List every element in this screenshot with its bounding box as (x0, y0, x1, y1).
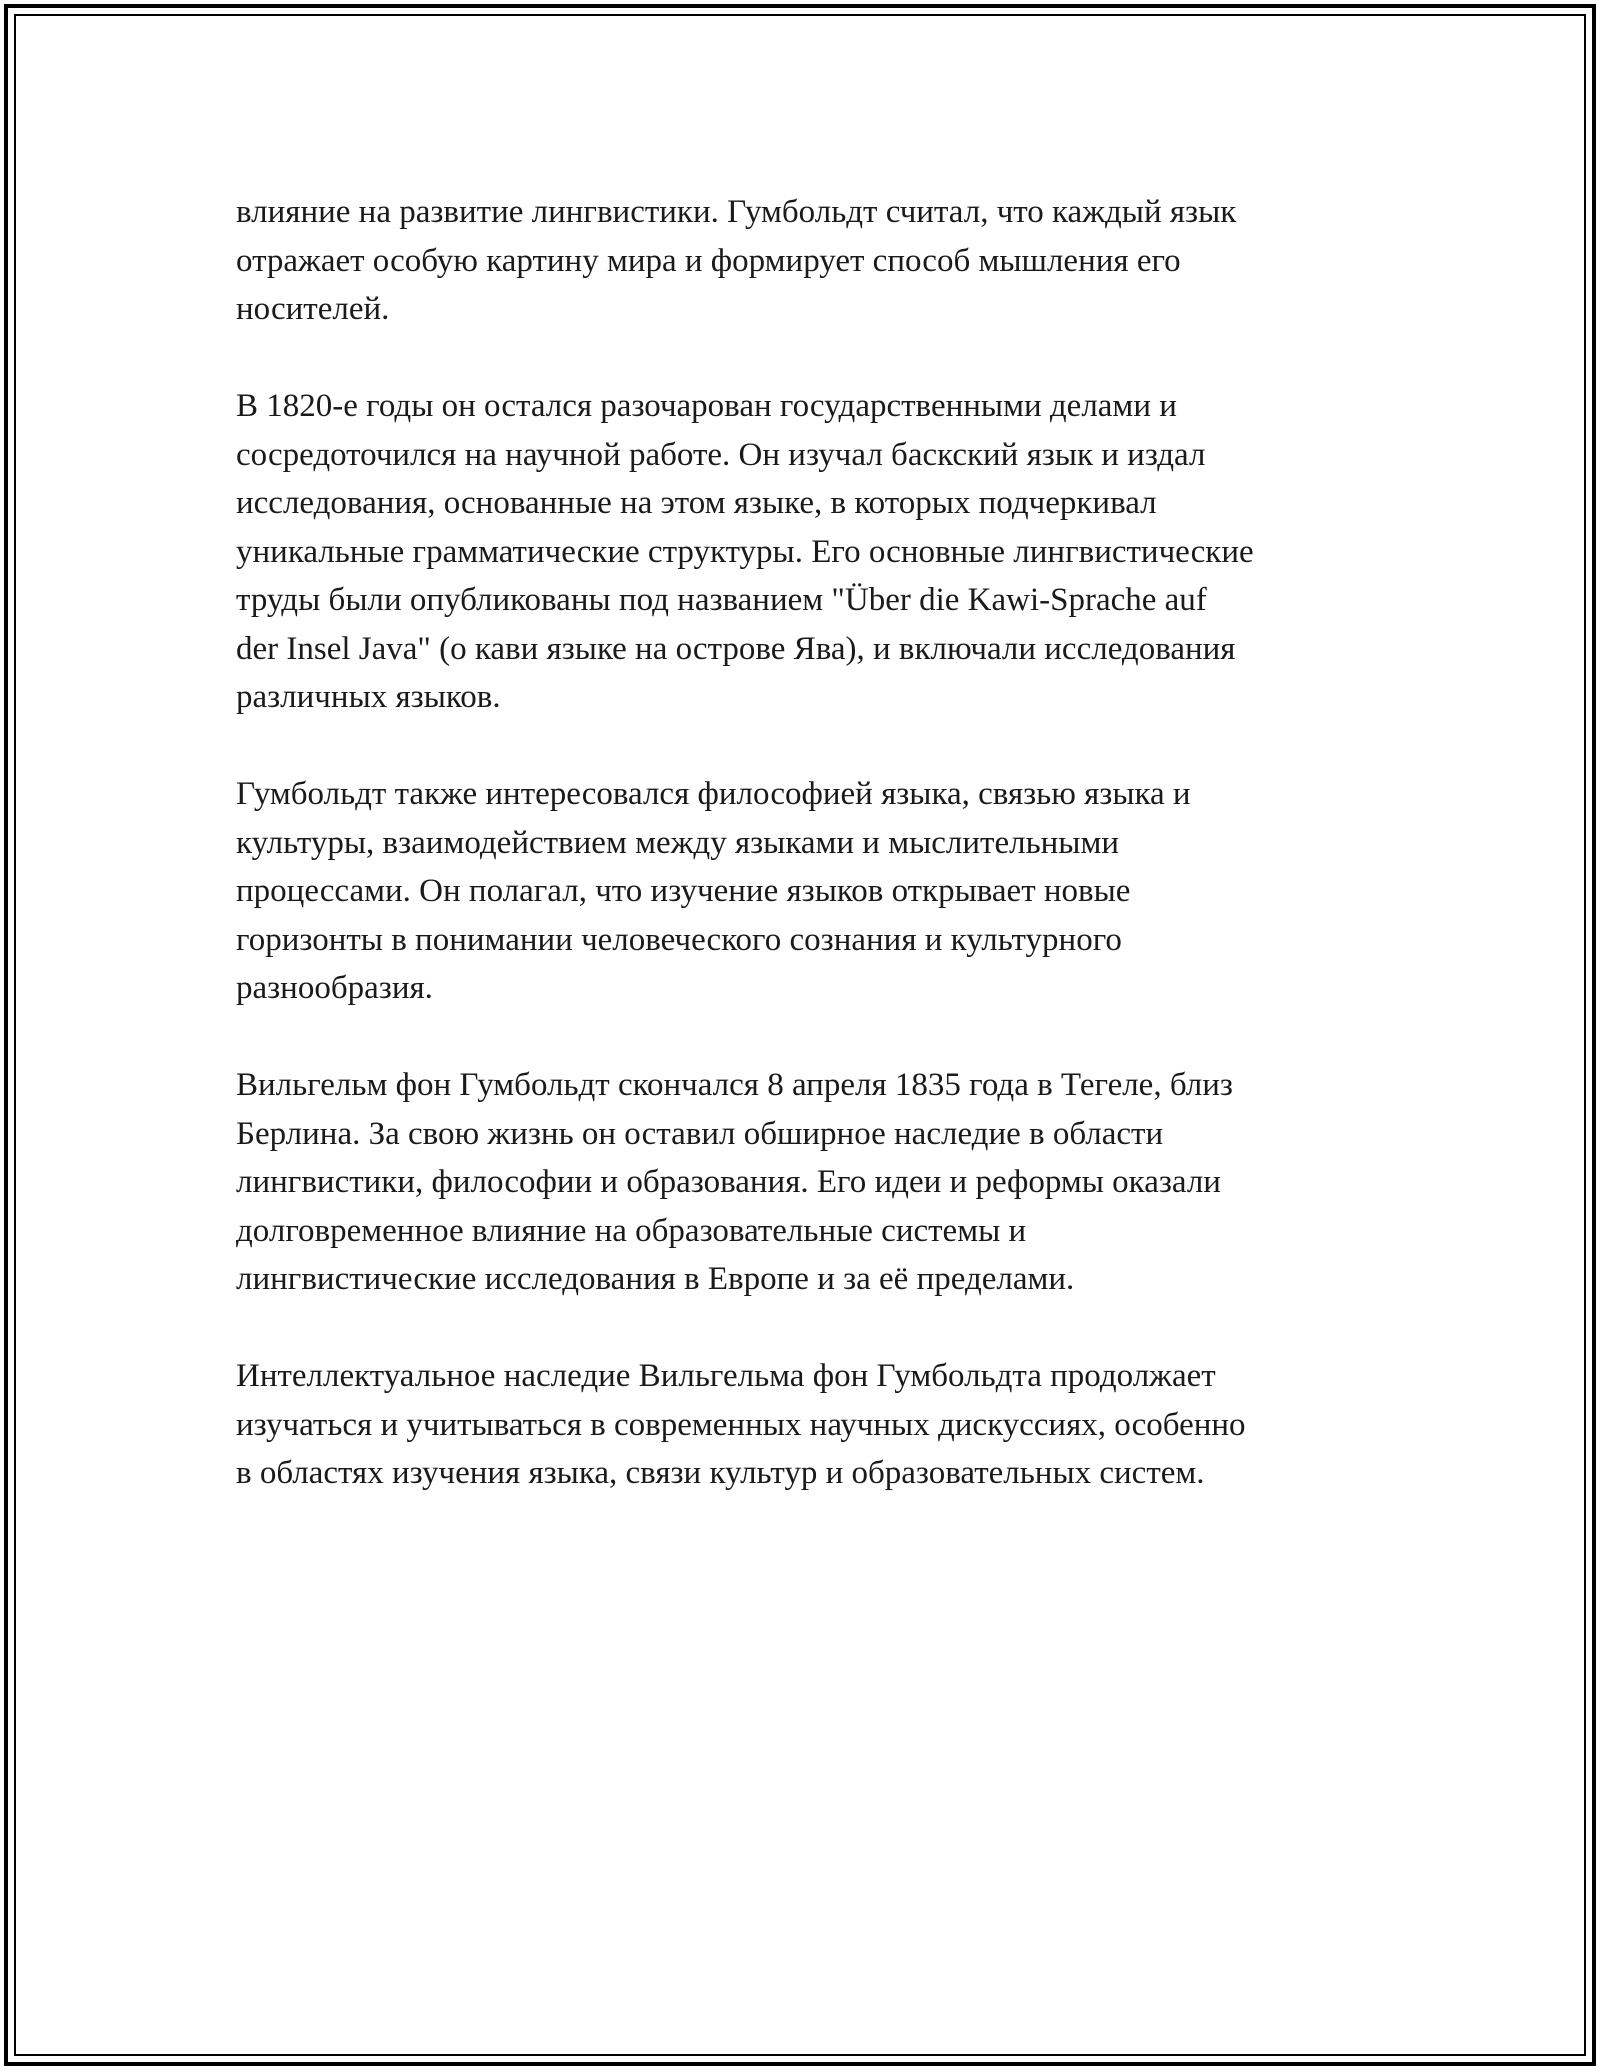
paragraph-5: Интеллектуальное наследие Вильгельма фон Гумбольдта продолжает изучаться и учитываться в современных научных дискуссиях, особенно в областях изучения языка, связи культур и образовательных систем. (236, 1358, 1246, 1491)
paragraph-1: влияние на развитие лингвистики. Гумбольдт считал, что каждый язык отражает особую картину мира и формирует способ мышления его носителей. (236, 194, 1237, 327)
paragraph-2: В 1820-е годы он остался разочарован государственными делами и сосредоточился на научной работе. Он изучал баскский язык и издал исследования, основанные на этом языке, в которых подчеркивал уникальные грамматические структуры. Его основные лингвистические труды были опубликованы под названием "Über die Kawi-Sprache auf der Insel Java" (о кави языке на острове Ява), и включали исследования различных языков. (236, 388, 1254, 715)
paragraph-3: Гумбольдт также интересовался философией языка, связью языка и культуры, взаимодействием между языками и мыслительными процессами. Он полагал, что изучение языков открывает новые горизонты в понимании человеческого сознания и культурного разнообразия. (236, 776, 1191, 1006)
paragraph-4: Вильгельм фон Гумбольдт скончался 8 апреля 1835 года в Тегеле, близ Берлина. За свою жизнь он оставил обширное наследие в области лингвистики, философии и образования. Его идеи и реформы оказали долговременное влияние на образовательные системы и лингвистические исследования в Европе и за её пределами. (236, 1067, 1233, 1297)
document-body (236, 188, 1396, 1546)
